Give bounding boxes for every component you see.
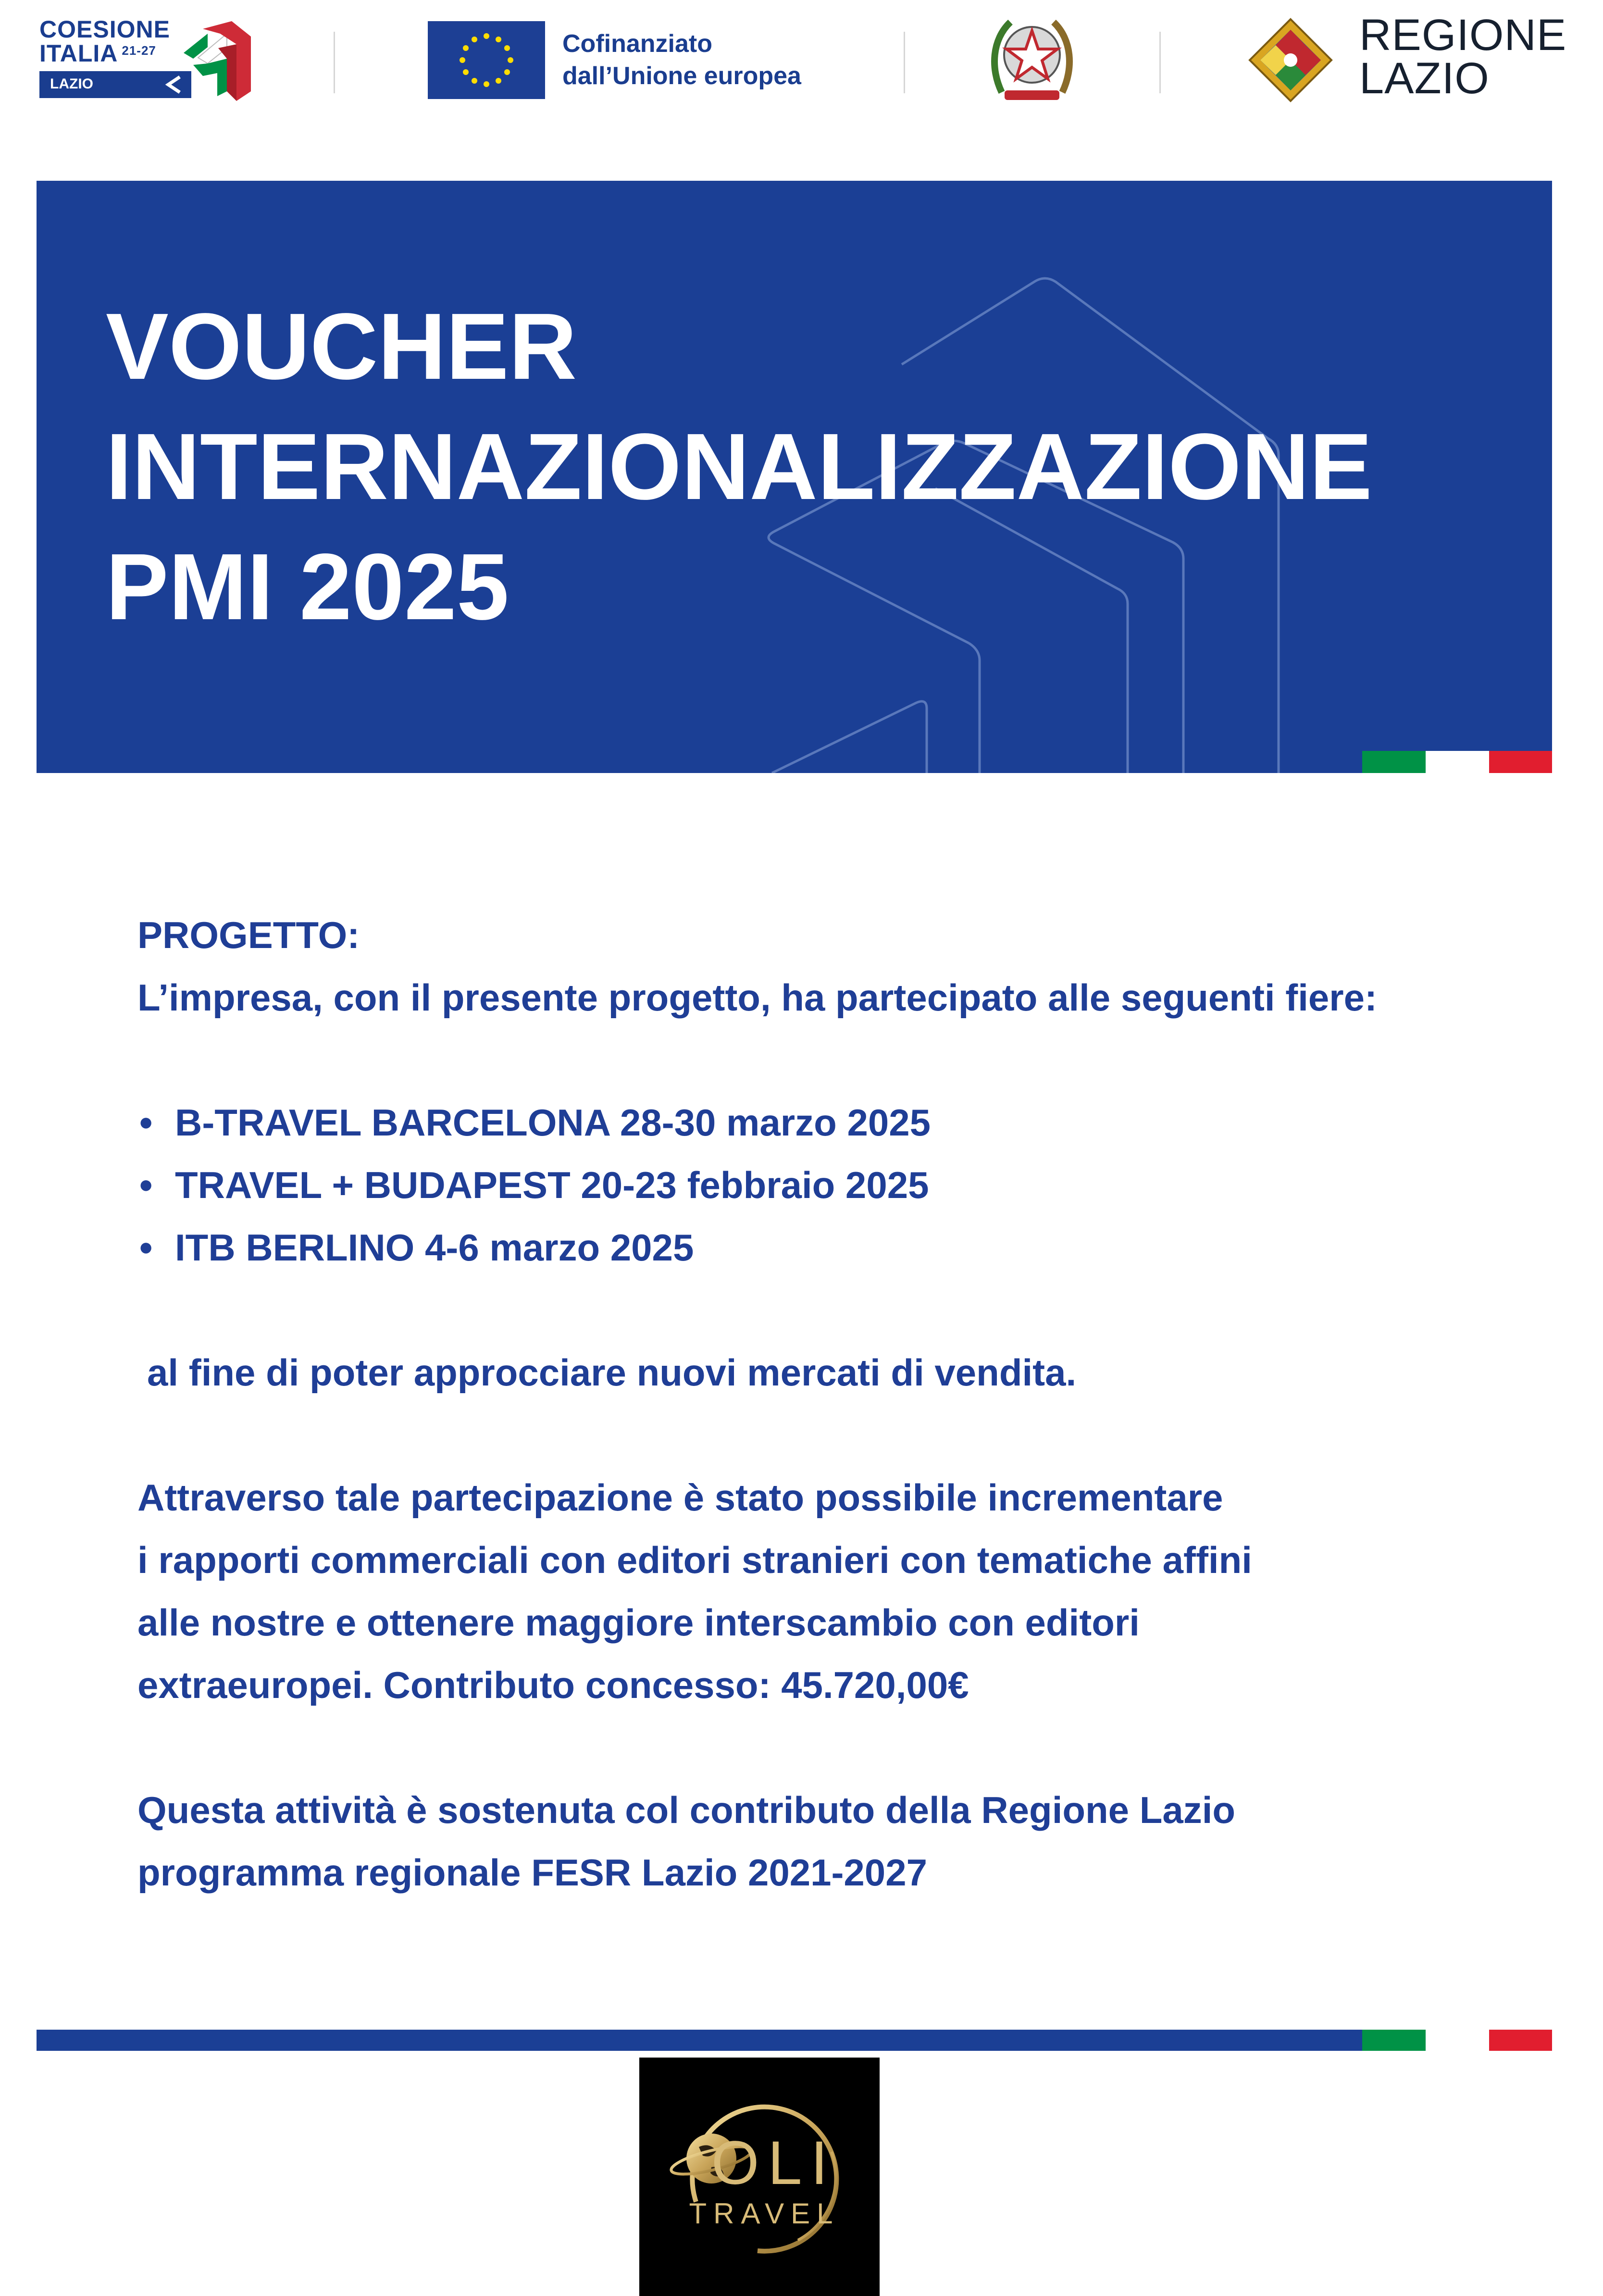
fair-item: [137, 1091, 1483, 1154]
regione-line1: REGIONE: [1359, 11, 1567, 60]
flag-strip-red: [1489, 751, 1552, 773]
coesione-line2: ITALIA: [39, 40, 118, 67]
oli-travel-logo: [639, 2058, 880, 2296]
footer-flag-white: [1426, 2030, 1489, 2051]
footer-flag-green: [1362, 2030, 1426, 2051]
footer-blue-bar: [37, 2030, 1362, 2051]
eu-line2: dall’Unione europea: [562, 62, 801, 90]
title-line: PMI 2025: [106, 534, 509, 639]
results-line: alle nostre e ottenere maggiore interscambio con editori: [137, 1601, 1140, 1644]
regione-lazio-text: [1359, 11, 1567, 103]
header-separator: [1159, 32, 1161, 93]
coesione-years: 21-27: [122, 43, 156, 58]
support-line: Questa attività è sostenuta col contributo della Regione Lazio: [137, 1789, 1236, 1831]
project-intro: L’impresa, con il presente progetto, ha partecipato alle seguenti fiere:: [137, 976, 1377, 1019]
fair-item-text: ITB BERLINO 4-6 marzo 2025: [175, 1226, 694, 1269]
title-line: VOUCHER: [106, 294, 577, 399]
coesione-region-bar: [39, 71, 191, 98]
fair-item-text: TRAVEL + BUDAPEST 20-23 febbraio 2025: [175, 1164, 929, 1206]
eu-stars-icon: [428, 21, 545, 99]
results-line: i rapporti commerciali con editori stranieri con tematiche affini: [137, 1539, 1252, 1581]
fair-item: [137, 1154, 1483, 1216]
coesione-arrows-icon: [174, 19, 253, 101]
header-separator: [904, 32, 905, 93]
fair-item: [137, 1216, 1483, 1279]
results-line: Attraverso tale partecipazione è stato possibile incrementare: [137, 1476, 1223, 1519]
flag-strip-green: [1362, 751, 1426, 773]
flag-strip-white: [1426, 751, 1489, 773]
coesione-logo-text: [39, 17, 170, 65]
eu-cofinanced-text: [562, 28, 801, 92]
banner-title: [106, 287, 1372, 647]
coesione-line1: COESIONE: [39, 16, 170, 43]
support-line: programma regionale FESR Lazio 2021-2027: [137, 1851, 927, 1894]
fair-item-text: B-TRAVEL BARCELONA 28-30 marzo 2025: [175, 1101, 931, 1144]
eu-line1: Cofinanziato: [562, 30, 712, 58]
logo-travel: TRAVEL: [689, 2197, 840, 2230]
title-banner: [37, 181, 1552, 773]
italian-republic-emblem-icon: [987, 11, 1077, 107]
coesione-region: LAZIO: [50, 76, 93, 92]
results-line: extraeuropei. Contributo concesso: 45.720,00€: [137, 1664, 969, 1706]
project-description: [137, 904, 1483, 1904]
project-purpose: al fine di poter approcciare nuovi mercati di vendita.: [147, 1351, 1077, 1394]
header-separator: [334, 32, 335, 93]
footer-flag-red: [1489, 2030, 1552, 2051]
regione-line2: LAZIO: [1359, 54, 1490, 103]
regione-lazio-crest-icon: [1248, 17, 1333, 103]
logo-oli: OLI: [711, 2129, 837, 2197]
project-label: PROGETTO:: [137, 914, 360, 956]
title-line: INTERNAZIONALIZZAZIONE: [106, 414, 1372, 519]
eu-flag-icon: [428, 21, 545, 99]
